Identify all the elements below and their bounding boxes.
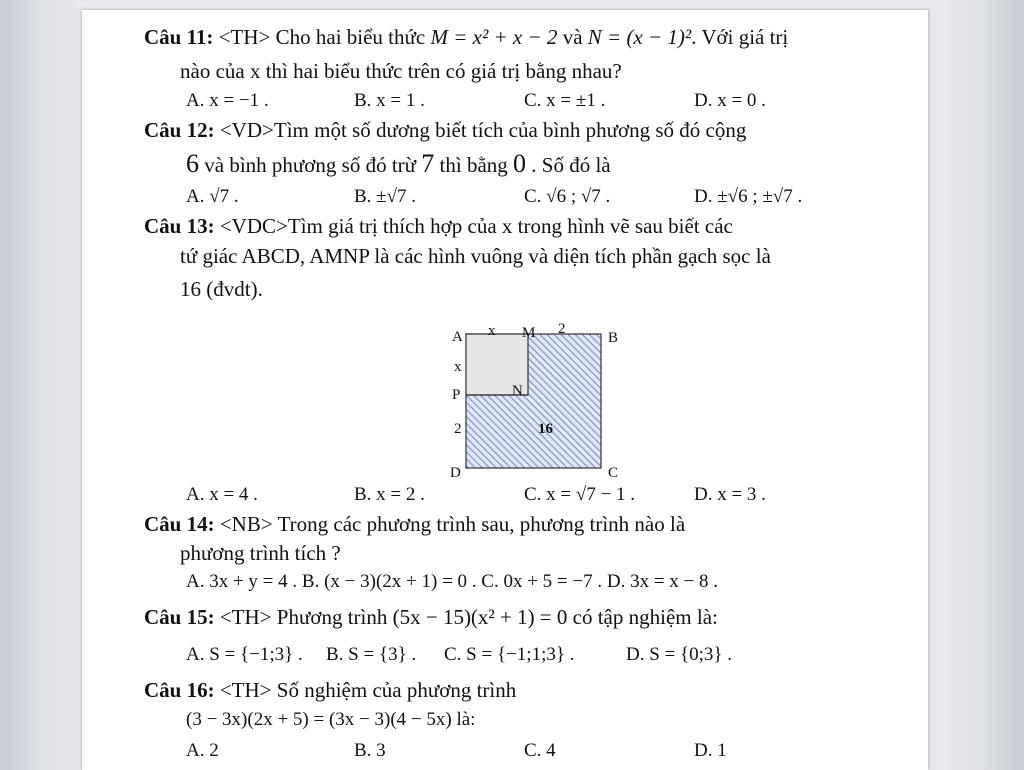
label-area-16: 16 xyxy=(538,421,553,437)
q16-head: Câu 16: xyxy=(144,678,215,702)
label-left-x: x xyxy=(454,359,462,375)
label-n: N xyxy=(512,383,523,399)
q11-line2: nào của x thì hai biểu thức trên có giá trị bằng nhau? xyxy=(180,59,622,83)
q16-option-c[interactable]: C. 4 xyxy=(524,740,556,761)
q12-line2 xyxy=(186,151,611,177)
q12-text-b: và bình phương số đó trừ xyxy=(199,153,422,177)
q11-option-c[interactable]: C. x = ±1 . xyxy=(524,90,606,111)
q11-expr-n: N = (x − 1)² xyxy=(587,25,692,49)
q15-text: <TH> Phương trình (5x − 15)(x² + 1) = 0 có tập nghiệm là: xyxy=(214,605,718,629)
q11-option-a[interactable]: A. x = −1 . xyxy=(186,90,269,111)
q13-option-b[interactable]: B. x = 2 . xyxy=(354,484,425,505)
q11-expr-m: M = x² + x − 2 xyxy=(430,25,558,49)
q13-line3: 16 (đvdt). xyxy=(180,277,263,301)
q16-line2: (3 − 3x)(2x + 5) = (3x − 3)(4 − 5x) là: xyxy=(186,709,476,730)
q13-line2: tứ giác ABCD, AMNP là các hình vuông và diện tích phần gạch sọc là xyxy=(180,244,771,268)
q16-option-a[interactable]: A. 2 xyxy=(186,740,219,761)
q16-text: <TH> Số nghiệm của phương trình xyxy=(214,678,517,702)
q14-options[interactable]: A. 3x + y = 4 . B. (x − 3)(2x + 1) = 0 . C. 0x + 5 = −7 . D. 3x = x − 8 . xyxy=(186,571,718,592)
q14-head: Câu 14: xyxy=(144,512,215,536)
q11-text2: . Với giá trị xyxy=(691,25,789,49)
label-left-2: 2 xyxy=(454,421,462,437)
q16-option-b[interactable]: B. 3 xyxy=(354,740,386,761)
q15-line1 xyxy=(144,604,718,630)
q11-text: <TH> Cho hai biểu thức xyxy=(213,25,431,49)
q14-line1 xyxy=(144,511,685,537)
q15-option-a[interactable]: A. S = {−1;3} . xyxy=(186,644,303,665)
q12-option-d[interactable]: D. ±√6 ; ±√7 . xyxy=(694,186,803,207)
q12-text-f: . Số đó là xyxy=(526,153,611,177)
q13-option-a[interactable]: A. x = 4 . xyxy=(186,484,258,505)
document-page xyxy=(82,10,928,770)
square-figure xyxy=(442,315,642,485)
q12-line1 xyxy=(144,117,746,143)
q12-option-a[interactable]: A. √7 . xyxy=(186,186,239,207)
q12-num-6: 6 xyxy=(186,149,199,178)
q12-head: Câu 12: xyxy=(144,118,215,142)
label-c: C xyxy=(608,465,619,481)
q12-num-7: 7 xyxy=(421,149,435,178)
label-d: D xyxy=(450,465,461,481)
q13-option-d[interactable]: D. x = 3 . xyxy=(694,484,766,505)
q11-and: và xyxy=(557,25,588,49)
label-m: M xyxy=(522,325,536,341)
label-top-x: x xyxy=(488,323,496,339)
q13-head: Câu 13: xyxy=(144,214,215,238)
label-b: B xyxy=(608,330,619,346)
q12-text-d: thì bằng xyxy=(434,153,514,177)
q13-line1 xyxy=(144,213,733,239)
q15-head: Câu 15: xyxy=(144,605,215,629)
q12-text: <VD>Tìm một số dương biết tích của bình phương số đó cộng xyxy=(214,118,747,142)
q13-option-c[interactable]: C. x = √7 − 1 . xyxy=(524,484,636,505)
q15-option-d[interactable]: D. S = {0;3} . xyxy=(626,644,733,665)
q12-option-c[interactable]: C. √6 ; √7 . xyxy=(524,186,611,207)
q14-line2: phương trình tích ? xyxy=(180,541,341,565)
q11-option-d[interactable]: D. x = 0 . xyxy=(694,90,766,111)
q11-option-b[interactable]: B. x = 1 . xyxy=(354,90,425,111)
q14-text: <NB> Trong các phương trình sau, phương trình nào là xyxy=(214,512,686,536)
label-p: P xyxy=(452,387,461,403)
label-top-2: 2 xyxy=(558,321,566,337)
q11-line1 xyxy=(144,24,788,50)
q12-num-0: 0 xyxy=(513,149,527,178)
q16-line1 xyxy=(144,677,516,703)
q13-text: <VDC>Tìm giá trị thích hợp của x trong hình vẽ sau biết các xyxy=(214,214,733,238)
q16-option-d[interactable]: D. 1 xyxy=(694,740,727,761)
q11-head: Câu 11: xyxy=(144,25,214,49)
label-a: A xyxy=(452,329,463,345)
q15-option-c[interactable]: C. S = {−1;1;3} . xyxy=(444,644,575,665)
q12-option-b[interactable]: B. ±√7 . xyxy=(354,186,417,207)
q15-option-b[interactable]: B. S = {3} . xyxy=(326,644,417,665)
